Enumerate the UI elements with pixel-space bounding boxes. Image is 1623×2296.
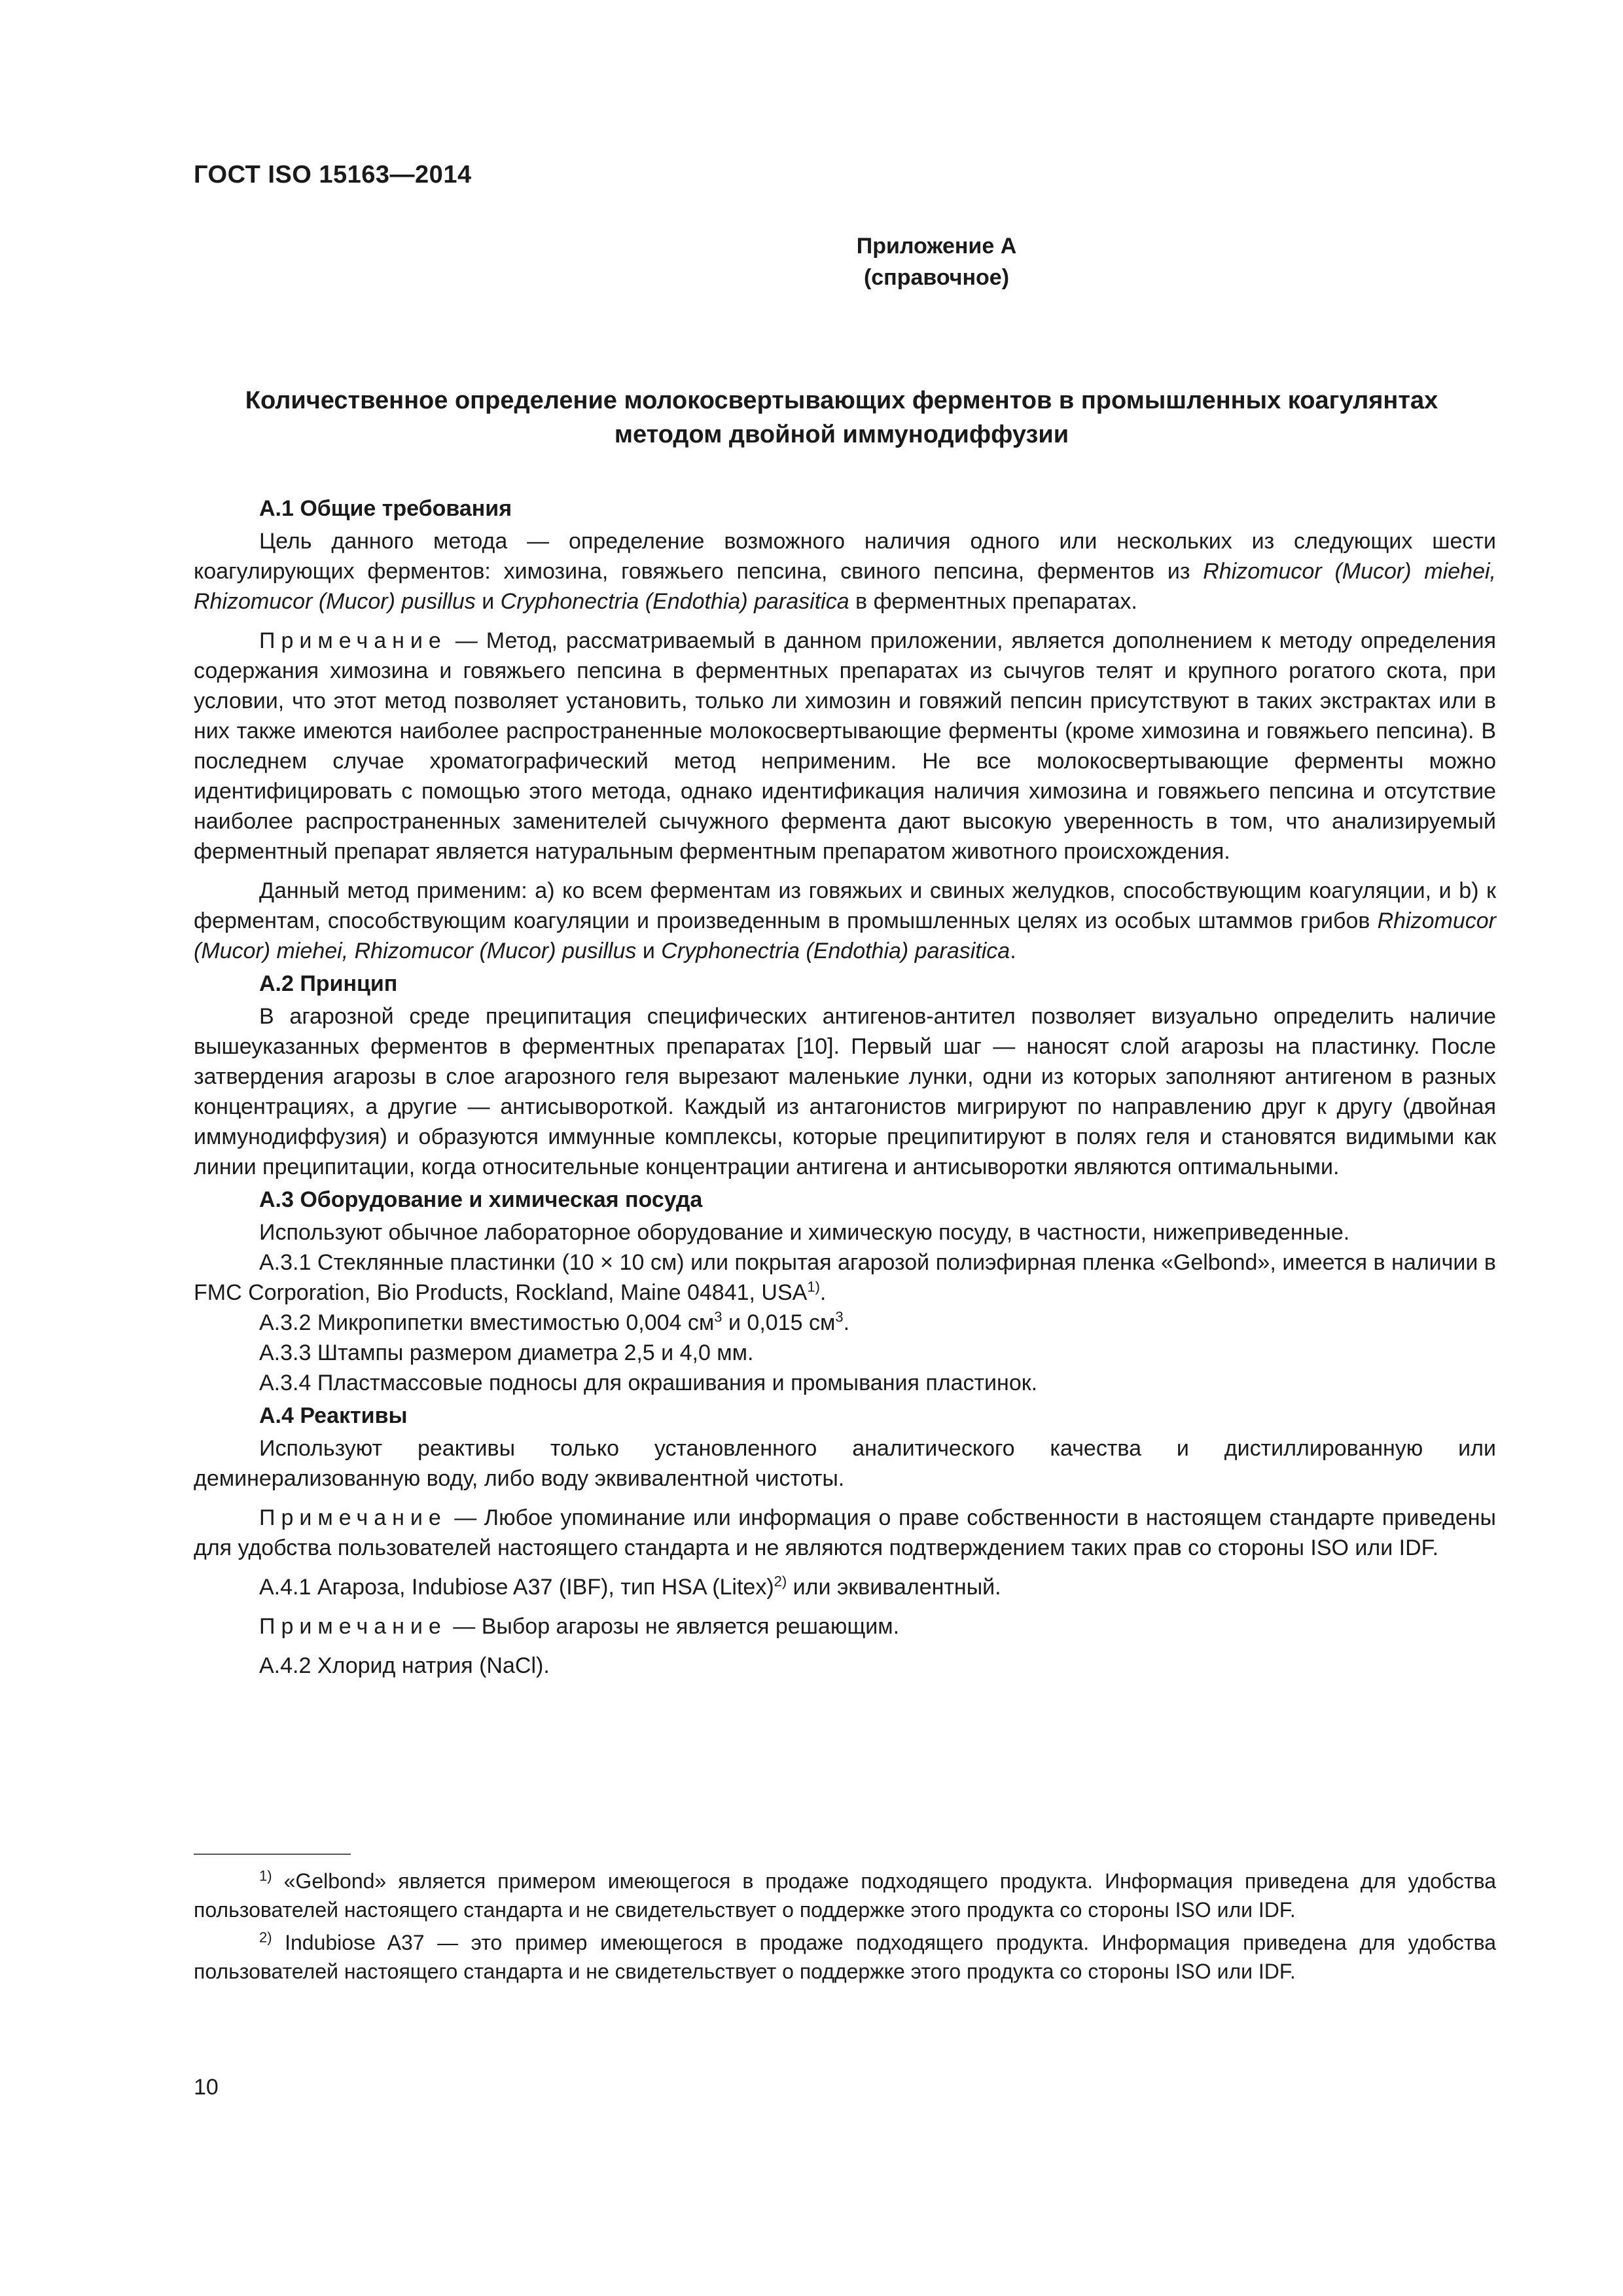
list-item: А.3.2 Микропипетки вместимостью 0,004 $см^3$ и 0,015 $см^3$. (259, 1308, 850, 1335)
footnotes (194, 1867, 1496, 1990)
section-heading-a1: А.1 Общие требования (259, 496, 512, 521)
note: Примечание — Выбор агарозы не является решающим. (259, 1614, 900, 1639)
appendix-label (194, 230, 1503, 293)
note: Примечание — Метод, рассматриваемый в данном приложении, является дополнением к методу определения содержания химозина и говяжьего пепсина в ферментных препаратах из сычугов телят и крупного рогатого скота, при условии, что этот метод позволяет установить, только ли химозин и говяжий пепсин присутствуют в таких экстрактах или в них также имеются наиболее распространенные молокосвертывающие ферменты (кроме химозина и говяжьего пепсина). В последнем случае хроматографический метод неприменим. Не все молокосвертывающие ферменты можно идентифицировать с помощью этого метода, однако идентификация наличия химозина и говяжьего пепсина и отсутствие наиболее распространенных заменителей сычужного фермента дают высокую уверенность в том, что анализируемый ферментный препарат является натуральным ферментным препаратом животного происхождения. (194, 628, 1496, 864)
section-heading-a3: А.3 Оборудование и химическая посуда (259, 1187, 703, 1212)
document-header: ГОСТ ISO 15163—2014 (194, 161, 472, 188)
note: Примечание — Любое упоминание или информация о праве собственности в настоящем стандарте приведены для удобства пользователей настоящего стандарта и не являются подтверждением таких прав со стороны ISO или IDF. (194, 1505, 1496, 1560)
list-item: А.3.4 Пластмассовые подносы для окрашивания и промывания пластинок. (259, 1371, 1038, 1395)
list-item: А.4.2 Хлорид натрия (NaCl). (259, 1653, 550, 1678)
paragraph: В агарозной среде преципитация специфических антигенов-антител позволяет визуально определить наличие вышеуказанных ферментов в ферментных препаратах [10]. Первый шаг — наносят слой агарозы на пластинку. После затвердения агарозы в слое агарозного геля вырезают маленькие лунки, одни из которых заполняют антигеном в разных концентрациях, а другие — антисывороткой. Каждый из антагонистов мигрируют по направлению друг к другу (двойная иммунодиффузия) и образуются иммунные комплексы, которые преципитируют в полях геля и становятся видимыми как линии преципитации, когда относительные концентрации антигена и антисыворотки являются оптимальными. (194, 1004, 1496, 1179)
paragraph: Цель данного метода — определение возможного наличия одного или нескольких из следующих шести коагулирующих ферментов: химозина, говяжьего пепсина, свиного пепсина, ферментов из Rhizomucor (Mucor) miehei, Rhizomucor (Mucor) pusillus и Cryphonectria (Endothia) parasitica в ферментных препаратах. (194, 529, 1496, 614)
paragraph: Используют обычное лабораторное оборудование и химическую посуду, в частности, нижеприведенные. (259, 1220, 1350, 1245)
footnote: $^{1)}$ «Gelbond» является примером имеющегося в продаже подходящего продукта. Информация приведена для удобства пользователей настоящего стандарта и не свидетельствует о поддержке этого продукта со стороны ISO или IDF. (194, 1867, 1496, 1922)
list-item: А.3.1 Стеклянные пластинки (10 × 10 см) или покрытая агарозой полиэфирная пленка «Gelbond», имеется в наличии в FMC Corporation, Bio Products, Rockland, Maine 04841, USA$^{1)}$. (194, 1250, 1496, 1305)
footnote: $^{2)}$ Indubiose A37 — это пример имеющегося в продаже подходящего продукта. Информация приведена для удобства пользователей настоящего стандарта и не свидетельствует о поддержке этого продукта со стороны ISO или IDF. (194, 1929, 1496, 1983)
footnote-ref: 2) (774, 1573, 787, 1590)
note-label: Примечание (259, 628, 447, 653)
appendix-type: (справочное) (863, 265, 1010, 290)
section-heading-a4: А.4 Реактивы (259, 1403, 408, 1428)
document-body (194, 491, 1496, 1681)
section-heading-a2: А.2 Принцип (259, 971, 398, 996)
note-label: Примечание (259, 1614, 447, 1639)
list-item: А.3.3 Штампы размером диаметра 2,5 и 4,0 мм. (259, 1340, 754, 1365)
paragraph: Данный метод применим: а) ко всем ферментам из говяжьих и свиных желудков, способствующим коагуляции, и b) к ферментам, способствующим коагуляции и произведенным в промышленных целях из особых штаммов грибов Rhizomucor (Mucor) miehei, Rhizomucor (Mucor) pusillus и Cryphonectria (Endothia) parasitica. (194, 878, 1496, 963)
page-number: 10 (194, 2075, 219, 2100)
appendix-title: Приложение А (856, 234, 1017, 259)
note-label: Примечание (259, 1505, 447, 1530)
footnote-divider (194, 1854, 351, 1855)
paragraph: Используют реактивы только установленного аналитического качества и дистиллированную или деминерализованную воду, либо воду эквивалентной чистоты. (194, 1436, 1496, 1491)
footnote-ref: 1) (807, 1278, 820, 1295)
list-item: А.4.1 Агароза, Indubiose A37 (IBF), тип HSA (Litex)$^{2)}$ или эквивалентный. (259, 1573, 1001, 1600)
annex-title: Количественное определение молокосвертывающих ферментов в промышленных коагулянтах методом двойной иммунодиффузии (245, 387, 1438, 448)
